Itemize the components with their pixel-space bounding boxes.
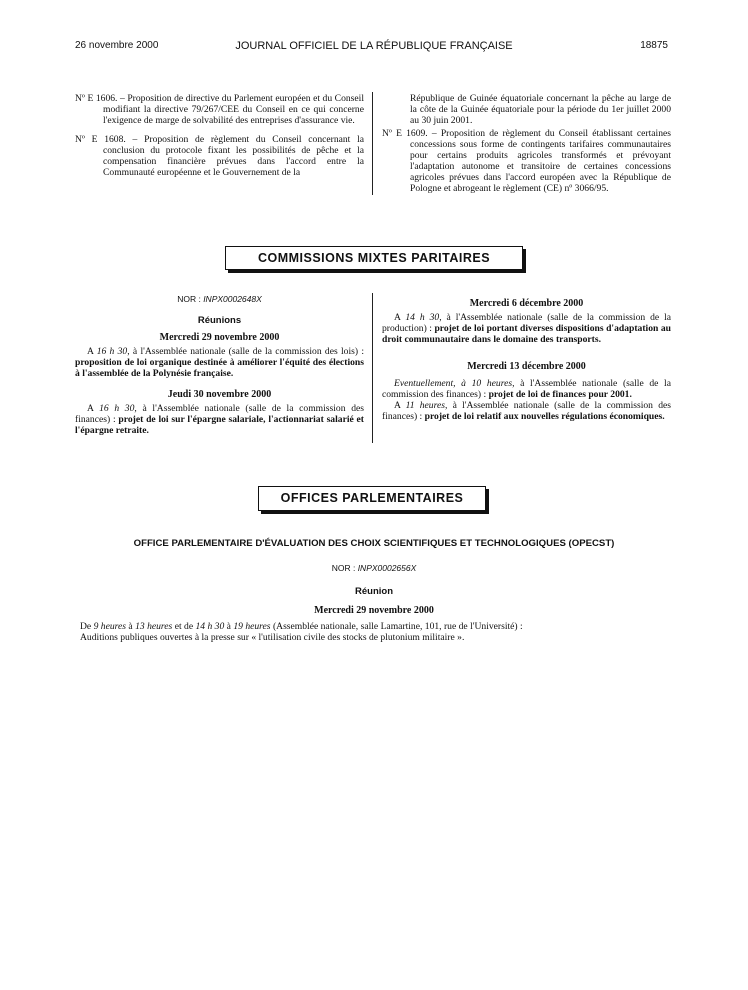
meeting-date: Jeudi 30 novembre 2000 [167, 389, 272, 400]
meeting-date: Mercredi 6 décembre 2000 [469, 298, 584, 309]
meeting-text: A 16 h 30, à l'Assemblée nationale (salle de la commission des lois) : proposition de loi organique destinée à améliorer l'équité des élections à l'assemblée de la Polynésie française. [75, 346, 364, 379]
meeting-text: A 14 h 30, à l'Assemblée nationale (salle de la commission de la production) : projet de loi portant diverses dispositions d'adaptation au droit communautaire dans le domaine des transports. [382, 312, 672, 345]
cmp-nor: NOR : INPX0002648X [177, 294, 262, 304]
entry-e1608-continuation: République de Guinée équatoriale concernant la pêche au large de la côte de la Guinée équatoriale pour la période du 1er juillet 2000 au 30 juin 2001. [410, 93, 671, 126]
cmp-reunions-heading: Réunions [197, 315, 242, 326]
section-heading-commissions: COMMISSIONS MIXTES PARITAIRES [225, 246, 523, 270]
section-heading-offices: OFFICES PARLEMENTAIRES [258, 486, 486, 511]
meeting-date: Mercredi 13 décembre 2000 [467, 361, 586, 372]
column-divider-cmp [372, 293, 373, 443]
meeting-text: Eventuellement, à 10 heures, à l'Assemblée nationale (salle de la commission des finances) : projet de loi de finances pour 2001. [382, 378, 671, 400]
header-title: JOURNAL OFFICIEL DE LA RÉPUBLIQUE FRANÇAISE [235, 40, 513, 52]
op-nor: NOR : INPX0002656X [331, 563, 417, 573]
meeting-text: A 16 h 30, à l'Assemblée nationale (salle de la commission des finances) : projet de loi sur l'épargne salariale, l'actionnariat salarié et l'épargne retraite. [75, 403, 364, 436]
entry-e1609: Nº E 1609. – Proposition de règlement du Conseil établissant certaines concessions sous forme de contingents tarifaires communautaires pour certains produits agricoles transformés et prévoyant l'adaptation autonome et transitoire de certaines concessions agricoles prévues dans l'accord européen avec la République de Pologne et abrogeant le règlement (CE) nº 3066/95. [382, 128, 671, 194]
top-right-column [382, 93, 671, 202]
meeting-text: A 11 heures, à l'Assemblée nationale (salle de la commission des finances) : projet de loi relatif aux nouvelles régulations économiques. [382, 400, 671, 422]
header-page-number: 18875 [640, 40, 668, 51]
op-meeting-text: De 9 heures à 13 heures et de 14 h 30 à 19 heures (Assemblée nationale, salle Lamartine, 101, rue de l'Université) : Auditions publiques ouvertes à la presse sur « l'utilisation civile des stocks de plutonium militaire ». [80, 621, 523, 643]
entry-e1606: Nº E 1606. – Proposition de directive du Parlement européen et du Conseil modifiant la directive 79/267/CEE du Conseil en ce qui concerne l'exigence de marge de solvabilité des entreprises d'assurance vie. [75, 93, 364, 126]
op-reunion-heading: Réunion [355, 586, 393, 597]
header-date: 26 novembre 2000 [75, 40, 159, 51]
op-meeting-date: Mercredi 29 novembre 2000 [314, 605, 434, 616]
office-title: OFFICE PARLEMENTAIRE D'ÉVALUATION DES CHOIX SCIENTIFIQUES ET TECHNOLOGIQUES (OPECST) [133, 538, 615, 549]
cmp-right-column [382, 298, 671, 432]
cmp-left-column [75, 294, 364, 446]
top-left-column [75, 93, 364, 186]
entry-e1608: Nº E 1608. – Proposition de règlement du Conseil concernant la conclusion du protocole fixant les possibilités de pêche et la compensation financière prévues dans l'accord entre la Communauté européenne et le Gouvernement de la [75, 134, 364, 178]
column-divider-top [372, 92, 373, 195]
meeting-date: Mercredi 29 novembre 2000 [159, 332, 280, 343]
